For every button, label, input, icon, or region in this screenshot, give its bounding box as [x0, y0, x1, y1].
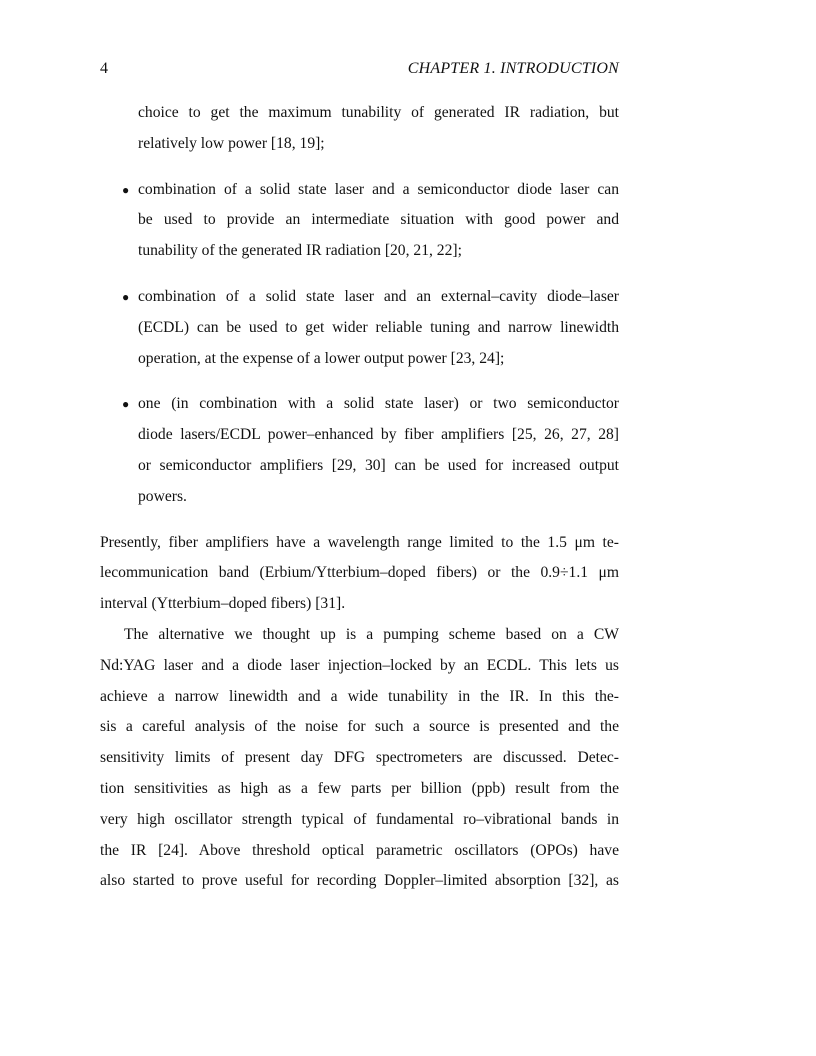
text-line: choice to get the maximum tunability of generated IR radiation, but: [138, 104, 619, 121]
bullet-text: [138, 389, 619, 512]
text-line: The alternative we thought up is a pumping scheme based on a CW: [124, 625, 619, 643]
bullet-icon: ●: [122, 397, 130, 412]
bullet-text: [138, 175, 619, 267]
paragraph: [100, 528, 619, 620]
text-line: also started to prove useful for recording Doppler–limited absorption [32], as: [100, 872, 619, 890]
text-line: operation, at the expense of a lower output power [23, 24];: [138, 349, 505, 367]
text-line: sis a careful analysis of the noise for such a source is presented and the: [100, 718, 619, 736]
text-line: be used to provide an intermediate situation with good power and: [138, 211, 619, 229]
chapter-heading: CHAPTER 1. INTRODUCTION: [407, 60, 619, 77]
text-line: tion sensitivities as high as a few parts per billion (ppb) result from the: [100, 779, 619, 797]
text-line: (ECDL) can be used to get wider reliable tuning and narrow linewidth: [138, 318, 619, 336]
text-line: powers.: [138, 487, 187, 505]
text-line: achieve a narrow linewidth and a wide tunability in the IR. In this the-: [100, 687, 619, 705]
text-line: lecommunication band (Erbium/Ytterbium–doped fibers) or the 0.9÷1.1 μm: [100, 564, 619, 582]
paragraph: [100, 620, 619, 897]
text-line: Presently, fiber amplifiers have a wavelength range limited to the 1.5 μm te-: [100, 533, 619, 551]
bullet-icon: ●: [122, 182, 130, 197]
bullet-item-continued: [138, 98, 619, 160]
text-line: diode lasers/ECDL power–enhanced by fiber amplifiers [25, 26, 27, 28]: [138, 426, 619, 444]
text-line: one (in combination with a solid state laser) or two semiconductor: [138, 395, 619, 413]
bullet-item: [100, 282, 619, 374]
text-line: relatively low power [18, 19];: [138, 134, 325, 152]
bullet-item: [100, 389, 619, 512]
page-body: [100, 98, 619, 897]
running-header: [100, 60, 619, 82]
text-line: interval (Ytterbium–doped fibers) [31].: [100, 595, 346, 613]
text-line: combination of a solid state laser and an external–cavity diode–laser: [138, 287, 619, 305]
text-line: tunability of the generated IR radiation [20, 21, 22];: [138, 242, 462, 260]
text-line: or semiconductor amplifiers [29, 30] can be used for increased output: [138, 456, 619, 474]
page-number: 4: [100, 60, 108, 77]
bullet-text: [138, 282, 619, 374]
text-line: very high oscillator strength typical of fundamental ro–vibrational bands in: [100, 810, 619, 828]
text-line: Nd:YAG laser and a diode laser injection–locked by an ECDL. This lets us: [100, 656, 619, 674]
bullet-icon: ●: [122, 289, 130, 304]
text-line: the IR [24]. Above threshold optical parametric oscillators (OPOs) have: [100, 841, 619, 859]
text-line: sensitivity limits of present day DFG spectrometers are discussed. Detec-: [100, 749, 619, 767]
text-line: combination of a solid state laser and a semiconductor diode laser can: [138, 180, 619, 198]
bullet-item: [100, 175, 619, 267]
